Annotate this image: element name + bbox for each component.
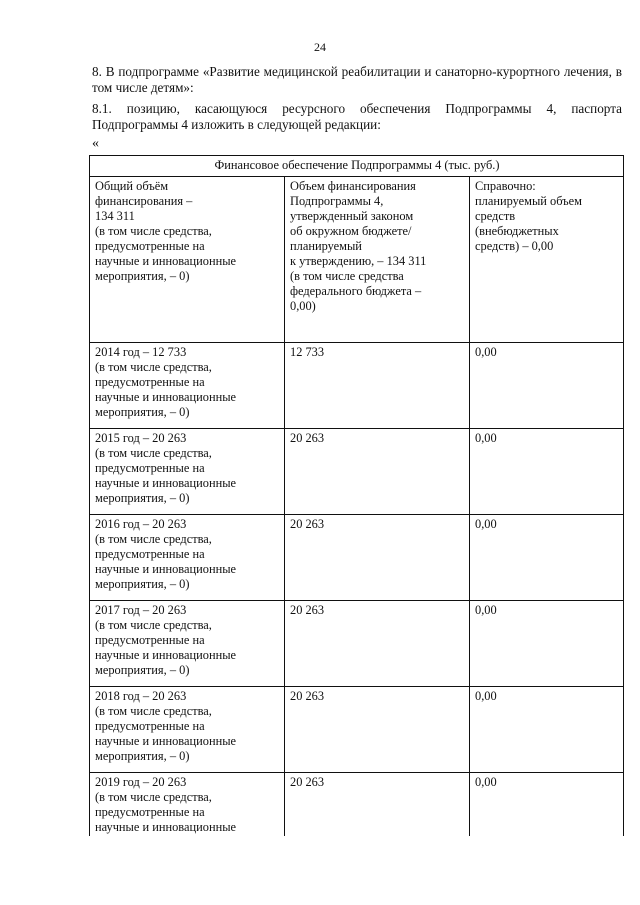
year-note: (в том числе средства, предусмотренные на научные и инновационные мероприятия, – 0) [95,532,237,591]
extra-budget-cell: Справочно: планируемый объем средств (внебюджетных средств) – 0,00 [470,177,624,343]
table-row [90,601,624,687]
extra-value: 0,00 [470,773,624,837]
extra-value: 0,00 [470,343,624,429]
table-row [90,773,624,837]
year-label: 2015 год – 20 263 [95,431,187,445]
table-header: Финансовое обеспечение Подпрограммы 4 (тыс. руб.) [90,156,624,177]
year-cell [90,343,285,429]
year-note: (в том числе средства, предусмотренные на научные и инновационные [95,790,237,834]
budget-value: 20 263 [285,515,470,601]
paragraph-8-1: 8.1. позицию, касающуюся ресурсного обеспечения Подпрограммы 4, паспорта Подпрограммы 4 изложить в следующей редакции: [92,101,622,132]
budget-financing-cell: Объем финансирования Подпрограммы 4, утвержденный законом об окружном бюджете/ планируемый к утверждению, – 134 311 (в том числе средства федерального бюджета – 0,00) [285,177,470,343]
year-label: 2019 год – 20 263 [95,775,187,789]
table-header-row [90,156,624,177]
table-row [90,515,624,601]
paragraph-8: 8. В подпрограмме «Развитие медицинской реабилитации и санаторно-курортного лечения, в том числе детям»: [92,64,622,95]
total-financing-cell: Общий объём финансирования – 134 311 (в том числе средства, предусмотренные на научные и инновационные мероприятия, – 0) [90,177,285,343]
table-row [90,429,624,515]
budget-value: 20 263 [285,773,470,837]
year-cell [90,773,285,837]
extra-value: 0,00 [470,515,624,601]
table-intro-row [90,177,624,343]
year-cell [90,601,285,687]
year-label: 2016 год – 20 263 [95,517,187,531]
year-label: 2018 год – 20 263 [95,689,187,703]
year-note: (в том числе средства, предусмотренные на научные и инновационные мероприятия, – 0) [95,704,237,763]
page-number: 24 [314,40,326,54]
year-note: (в том числе средства, предусмотренные на научные и инновационные мероприятия, – 0) [95,618,237,677]
extra-value: 0,00 [470,601,624,687]
year-note: (в том числе средства, предусмотренные на научные и инновационные мероприятия, – 0) [95,446,237,505]
year-label: 2014 год – 12 733 [95,345,187,359]
year-cell [90,687,285,773]
year-label: 2017 год – 20 263 [95,603,187,617]
year-note: (в том числе средства, предусмотренные на научные и инновационные мероприятия, – 0) [95,360,237,419]
table-row [90,687,624,773]
year-cell [90,515,285,601]
year-cell [90,429,285,515]
financing-table [89,155,624,836]
budget-value: 20 263 [285,601,470,687]
budget-value: 20 263 [285,687,470,773]
budget-value: 20 263 [285,429,470,515]
opening-quote: « [92,136,99,151]
table-row [90,343,624,429]
budget-value: 12 733 [285,343,470,429]
extra-value: 0,00 [470,429,624,515]
extra-value: 0,00 [470,687,624,773]
